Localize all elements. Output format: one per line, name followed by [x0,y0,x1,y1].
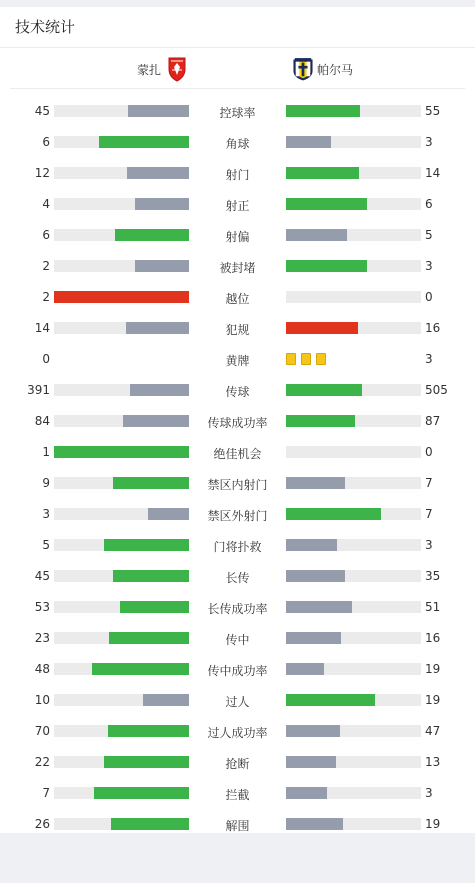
home-value: 12 [34,166,50,180]
home-bar-track [54,539,189,551]
home-value: 53 [34,600,50,614]
stat-row [0,250,475,281]
home-bar-fill [92,663,189,675]
home-value: 7 [42,786,50,800]
home-bar-fill [135,198,189,210]
home-value: 48 [34,662,50,676]
home-value: 3 [42,507,50,521]
away-bar-fill [286,663,324,675]
stat-label: 解围 [225,819,250,833]
stat-row [0,219,475,250]
stat-label: 角球 [225,137,250,151]
home-value: 4 [42,197,50,211]
away-value: 3 [425,259,433,273]
away-bar-fill [286,694,375,706]
stat-row [0,312,475,343]
home-value: 5 [42,538,50,552]
away-value: 19 [425,817,441,831]
away-bar-fill [286,539,337,551]
away-bar-track [286,694,421,706]
home-bar-track [54,601,189,613]
away-bar-track [286,167,421,179]
home-bar-track [54,136,189,148]
home-value: 70 [34,724,50,738]
stat-row [0,746,475,777]
stat-label: 长传成功率 [207,602,268,616]
away-bar-fill [286,322,358,334]
away-bar-track [286,384,421,396]
home-bar-track [54,725,189,737]
away-bar-fill [286,229,347,241]
home-value: 1 [42,445,50,459]
home-value: 45 [34,569,50,583]
home-bar-fill [113,570,189,582]
away-bar-track [286,105,421,117]
away-value: 3 [425,135,433,149]
home-team-name: 蒙扎 [136,62,161,77]
stat-row [0,95,475,126]
stat-label: 传球 [225,385,250,399]
away-bar-fill [286,415,355,427]
home-bar-track [54,477,189,489]
home-bar-fill [108,725,189,737]
stat-label: 传中成功率 [207,664,268,678]
stat-row [0,777,475,808]
yellow-card-icon [286,353,296,365]
stat-row [0,498,475,529]
stat-row [0,560,475,591]
home-bar-track [54,260,189,272]
stat-label: 射正 [225,199,250,213]
home-value: 2 [42,290,50,304]
home-bar-fill [99,136,189,148]
stat-label: 抢断 [225,757,250,771]
stat-label: 黄牌 [225,354,250,368]
away-value: 7 [425,507,433,521]
home-value: 6 [42,228,50,242]
home-bar-fill [104,539,189,551]
away-value: 0 [425,290,433,304]
away-bar-track [286,415,421,427]
stat-row [0,374,475,405]
stat-row [0,808,475,839]
away-bar-track [286,322,421,334]
away-yellow-cards [286,353,331,365]
away-bar-track [286,756,421,768]
home-bar-fill [128,105,189,117]
away-value: 51 [425,600,441,614]
away-value: 16 [425,631,441,645]
away-bar-fill [286,167,359,179]
yellow-card-icon [316,353,326,365]
stat-label: 控球率 [219,106,256,120]
stat-label: 禁区外射门 [207,509,268,523]
away-bar-fill [286,756,336,768]
home-bar-fill [126,322,189,334]
away-value: 3 [425,352,433,366]
stat-row [0,405,475,436]
away-bar-track [286,446,421,458]
home-value: 10 [34,693,50,707]
home-bar-track [54,756,189,768]
home-bar-fill [115,229,189,241]
away-value: 3 [425,538,433,552]
away-value: 55 [425,104,441,118]
away-bar-fill [286,136,331,148]
home-bar-track [54,663,189,675]
home-bar-track [54,787,189,799]
away-bar-fill [286,818,343,830]
home-bar-fill [111,818,189,830]
stat-label: 门将扑救 [213,540,262,554]
away-bar-track [286,787,421,799]
home-bar-track [54,694,189,706]
page-title: 技术统计 [0,7,475,48]
home-bar-fill [54,446,189,458]
stat-label: 传中 [225,633,250,647]
stat-row [0,157,475,188]
home-bar-track [54,570,189,582]
away-bar-fill [286,508,381,520]
home-bar-track [54,198,189,210]
away-bar-fill [286,725,340,737]
home-bar-fill [104,756,189,768]
stat-row [0,653,475,684]
parma-crest-icon [293,56,313,82]
home-bar-fill [127,167,189,179]
stat-label: 传球成功率 [207,416,268,430]
home-bar-fill [123,415,189,427]
stats-list [0,95,475,839]
away-value: 6 [425,197,433,211]
home-bar-track [54,105,189,117]
home-bar-track [54,384,189,396]
stat-label: 被封堵 [219,261,256,275]
home-bar-fill [130,384,189,396]
home-bar-track [54,818,189,830]
stat-row [0,436,475,467]
home-bar-track [54,446,189,458]
stat-row [0,529,475,560]
home-bar-track [54,322,189,334]
away-value: 3 [425,786,433,800]
home-bar-track [54,229,189,241]
home-bar-fill [109,632,189,644]
away-value: 505 [425,383,448,397]
away-bar-fill [286,570,345,582]
away-bar-track [286,136,421,148]
home-value: 391 [27,383,50,397]
away-bar-fill [286,632,341,644]
away-team[interactable] [293,56,353,82]
home-bar-track [54,632,189,644]
home-value: 26 [34,817,50,831]
away-value: 47 [425,724,441,738]
home-value: 2 [42,259,50,273]
stat-row [0,188,475,219]
away-bar-track [286,477,421,489]
away-bar-track [286,663,421,675]
home-bar-fill [94,787,189,799]
away-bar-fill [286,105,360,117]
home-team[interactable] [137,56,187,82]
stat-label: 过人成功率 [207,726,268,740]
away-bar-track [286,508,421,520]
home-bar-track [54,415,189,427]
home-bar-fill [148,508,189,520]
away-bar-fill [286,477,345,489]
stat-label: 绝佳机会 [213,447,262,461]
away-bar-track [286,198,421,210]
stat-label: 射门 [225,168,250,182]
away-bar-fill [286,601,352,613]
away-bar-track [286,570,421,582]
stat-row [0,281,475,312]
away-bar-fill [286,198,367,210]
away-bar-track [286,229,421,241]
stat-row [0,126,475,157]
stat-row [0,467,475,498]
away-value: 16 [425,321,441,335]
stat-label: 长传 [225,571,250,585]
monza-crest-icon [167,56,187,82]
stat-row [0,715,475,746]
stat-row [0,591,475,622]
home-value: 6 [42,135,50,149]
away-value: 0 [425,445,433,459]
home-bar-fill [143,694,189,706]
away-value: 14 [425,166,441,180]
away-bar-track [286,632,421,644]
stat-label: 犯规 [225,323,250,337]
away-value: 35 [425,569,441,583]
away-team-name: 帕尔马 [317,62,354,77]
teams-header [10,48,465,89]
home-value: 14 [34,321,50,335]
away-bar-fill [286,787,327,799]
stat-label: 射偏 [225,230,250,244]
home-bar-track [54,508,189,520]
away-bar-track [286,539,421,551]
home-bar-track [54,291,189,303]
away-bar-fill [286,260,367,272]
away-bar-track [286,818,421,830]
home-value: 84 [34,414,50,428]
home-bar-fill [54,291,189,303]
stat-label: 拦截 [225,788,250,802]
away-bar-track [286,725,421,737]
away-bar-fill [286,384,362,396]
away-value: 19 [425,693,441,707]
away-value: 13 [425,755,441,769]
home-bar-fill [120,601,189,613]
stat-row [0,343,475,374]
home-value: 0 [42,352,50,366]
away-bar-track [286,291,421,303]
away-value: 19 [425,662,441,676]
stat-row [0,622,475,653]
home-value: 45 [34,104,50,118]
stat-row [0,684,475,715]
yellow-card-icon [301,353,311,365]
away-bar-track [286,601,421,613]
stats-card [0,7,475,833]
home-value: 9 [42,476,50,490]
away-value: 7 [425,476,433,490]
home-bar-track [54,167,189,179]
away-bar-track [286,260,421,272]
away-value: 5 [425,228,433,242]
home-value: 23 [34,631,50,645]
home-value: 22 [34,755,50,769]
home-bar-fill [135,260,189,272]
stat-label: 过人 [225,695,250,709]
stat-label: 禁区内射门 [207,478,268,492]
home-bar-fill [113,477,189,489]
stat-label: 越位 [225,292,250,306]
away-value: 87 [425,414,441,428]
